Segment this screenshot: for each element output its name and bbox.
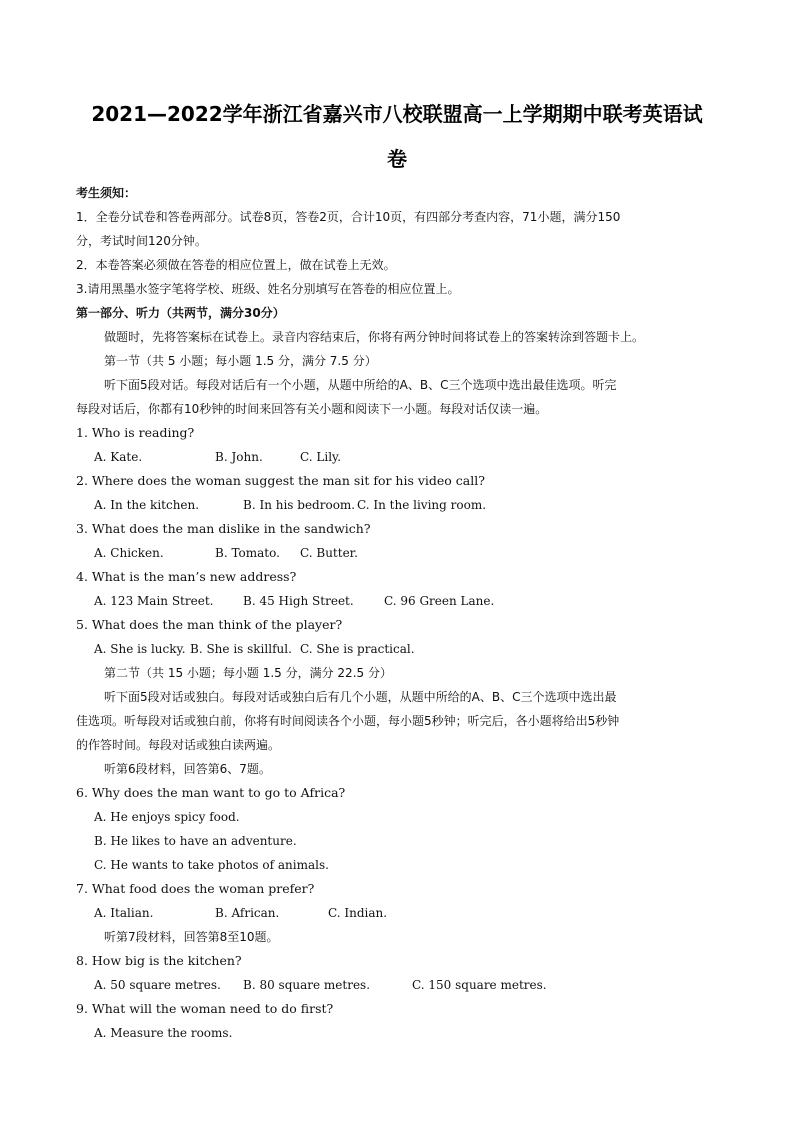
- part1-heading: 第一部分、听力（共两节，满分30分）: [76, 306, 285, 320]
- question-3-option-a: A. Chicken.: [94, 546, 164, 560]
- question-7-option-b: B. African.: [215, 906, 280, 920]
- section2-instruction-a: 听下面5段对话或独白。每段对话或独白后有几个小题，从题中所给的A、B、C三个选项中选出最: [104, 690, 617, 704]
- question-5-stem: 5. What does the man think of the player?: [76, 617, 343, 632]
- section2-heading: 第二节（共 15 小题；每小题 1.5 分，满分 22.5 分）: [104, 666, 392, 680]
- question-5-option-b: B. She is skillful.: [190, 642, 292, 656]
- question-2-option-c: C. In the living room.: [357, 498, 487, 512]
- question-3-option-c: C. Butter.: [300, 546, 358, 560]
- question-5-option-a: A. She is lucky.: [94, 642, 186, 656]
- question-7-option-a: A. Italian.: [94, 906, 154, 920]
- notice-heading: 考生须知：: [76, 186, 137, 200]
- exam-title-line-1: 2021—2022学年浙江省嘉兴市八校联盟高一上学期期中联考英语试: [91, 102, 703, 126]
- question-3-option-b: B. Tomato.: [215, 546, 280, 560]
- question-4-option-b: B. 45 High Street.: [243, 594, 354, 608]
- question-1-option-b: B. John.: [215, 450, 263, 464]
- question-1-option-c: C. Lily.: [300, 450, 342, 464]
- notice-item-3: 3.请用黑墨水签字笔将学校、班级、姓名分别填写在答卷的相应位置上。: [76, 282, 460, 296]
- question-9-stem: 9. What will the woman need to do first?: [76, 1001, 334, 1016]
- question-8-option-a: A. 50 square metres.: [94, 978, 221, 992]
- question-6-option-a: A. He enjoys spicy food.: [94, 810, 240, 824]
- question-5-option-c: C. She is practical.: [300, 642, 415, 656]
- question-8-stem: 8. How big is the kitchen?: [76, 953, 242, 968]
- section2-instruction-b: 佳选项。听每段对话或独白前，你将有时间阅读各个小题，每小题5秒钟；听完后，各小题将给出5秒钟: [76, 714, 620, 728]
- question-2-option-b: B. In his bedroom.: [243, 498, 356, 512]
- section1-instruction-a: 听下面5段对话。每段对话后有一个小题，从题中所给的A、B、C三个选项中选出最佳选项。听完: [104, 378, 617, 392]
- question-2-stem: 2. Where does the woman suggest the man sit for his video call?: [76, 473, 485, 488]
- question-4-stem: 4. What is the man’s new address?: [76, 569, 297, 584]
- material-7-note: 听第7段材料，回答第8至10题。: [104, 930, 279, 944]
- question-8-option-c: C. 150 square metres.: [412, 978, 547, 992]
- question-3-stem: 3. What does the man dislike in the sandwich?: [76, 521, 371, 536]
- question-2-option-a: A. In the kitchen.: [94, 498, 200, 512]
- question-1-stem: 1. Who is reading?: [76, 425, 195, 440]
- question-4-option-c: C. 96 Green Lane.: [384, 594, 495, 608]
- section1-heading: 第一节（共 5 小题；每小题 1.5 分，满分 7.5 分）: [104, 354, 377, 368]
- exam-title-line-2: 卷: [387, 147, 407, 171]
- notice-item-1a: 1．全卷分试卷和答卷两部分。试卷8页，答卷2页，合计10页，有四部分考查内容，71小题，满分150: [76, 210, 621, 224]
- question-7-stem: 7. What food does the woman prefer?: [76, 881, 315, 896]
- notice-item-1b: 分，考试时间120分钟。: [76, 234, 207, 248]
- section1-instruction-b: 每段对话后，你都有10秒钟的时间来回答有关小题和阅读下一小题。每段对话仅读一遍。: [76, 402, 548, 416]
- question-8-option-b: B. 80 square metres.: [243, 978, 371, 992]
- section2-instruction-c: 的作答时间。每段对话或独白读两遍。: [76, 738, 281, 752]
- question-6-stem: 6. Why does the man want to go to Africa?: [76, 785, 346, 800]
- question-4-option-a: A. 123 Main Street.: [94, 594, 214, 608]
- question-6-option-c: C. He wants to take photos of animals.: [94, 858, 329, 872]
- question-7-option-c: C. Indian.: [328, 906, 388, 920]
- question-1-option-a: A. Kate.: [94, 450, 143, 464]
- question-6-option-b: B. He likes to have an adventure.: [94, 834, 297, 848]
- material-6-note: 听第6段材料，回答第6、7题。: [104, 762, 271, 776]
- notice-item-2: 2．本卷答案必须做在答卷的相应位置上，做在试卷上无效。: [76, 258, 396, 272]
- question-9-option-a: A. Measure the rooms.: [94, 1026, 233, 1040]
- part1-intro: 做题时，先将答案标在试卷上。录音内容结束后，你将有两分钟时间将试卷上的答案转涂到答题卡上。: [104, 330, 645, 344]
